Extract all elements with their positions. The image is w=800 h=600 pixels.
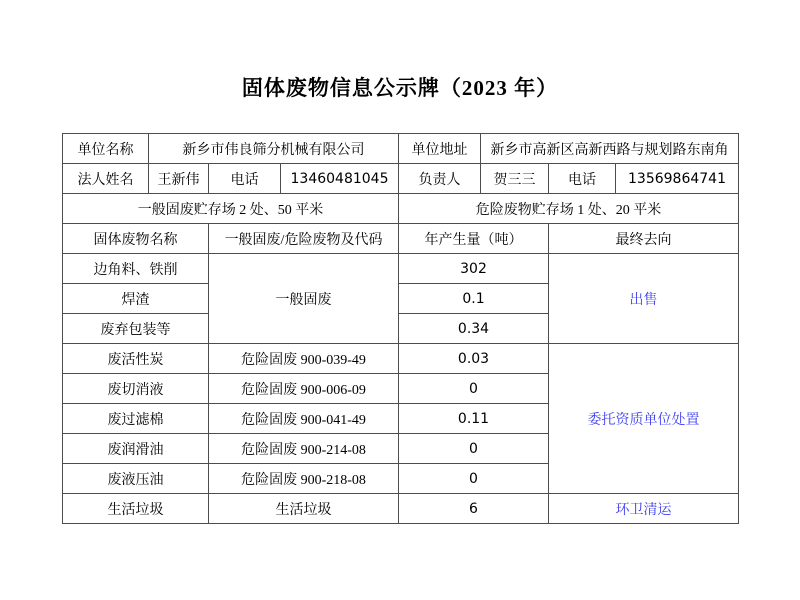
general-storage-cell: 一般固废贮存场 2 处、50 平米 bbox=[63, 194, 399, 224]
table-header-row bbox=[63, 224, 739, 254]
legal-person-value: 王新伟 bbox=[149, 164, 209, 194]
waste-name-cell: 废切消液 bbox=[63, 374, 209, 404]
waste-amount-cell: 0 bbox=[399, 464, 549, 494]
waste-amount-cell: 0.34 bbox=[399, 314, 549, 344]
col-header-category: 一般固废/危险废物及代码 bbox=[209, 224, 399, 254]
waste-name-cell: 生活垃圾 bbox=[63, 494, 209, 524]
table-row bbox=[63, 254, 739, 284]
manager-value: 贺三三 bbox=[481, 164, 549, 194]
legal-person-label: 法人姓名 bbox=[63, 164, 149, 194]
waste-amount-cell: 0 bbox=[399, 374, 549, 404]
waste-notice-table bbox=[62, 133, 739, 524]
phone1-label: 电话 bbox=[209, 164, 281, 194]
hazard-storage-cell: 危险废物贮存场 1 处、20 平米 bbox=[399, 194, 739, 224]
col-header-amount: 年产生量（吨） bbox=[399, 224, 549, 254]
waste-name-cell: 废润滑油 bbox=[63, 434, 209, 464]
waste-category-cell: 一般固废 bbox=[209, 254, 399, 344]
col-header-waste-name: 固体废物名称 bbox=[63, 224, 209, 254]
waste-name-cell: 废过滤棉 bbox=[63, 404, 209, 434]
unit-name-value: 新乡市伟良筛分机械有限公司 bbox=[149, 134, 399, 164]
unit-name-label: 单位名称 bbox=[63, 134, 149, 164]
waste-amount-cell: 0.11 bbox=[399, 404, 549, 434]
waste-destination-cell: 环卫清运 bbox=[549, 494, 739, 524]
waste-name-cell: 废液压油 bbox=[63, 464, 209, 494]
unit-address-label: 单位地址 bbox=[399, 134, 481, 164]
table-row bbox=[63, 494, 739, 524]
col-header-destination: 最终去向 bbox=[549, 224, 739, 254]
waste-category-cell: 危险固废 900-214-08 bbox=[209, 434, 399, 464]
phone2-value: 13569864741 bbox=[616, 164, 739, 194]
waste-name-cell: 废活性炭 bbox=[63, 344, 209, 374]
waste-category-cell: 危险固废 900-006-09 bbox=[209, 374, 399, 404]
waste-category-cell: 危险固废 900-041-49 bbox=[209, 404, 399, 434]
page-title: 固体废物信息公示牌（2023 年） bbox=[241, 76, 559, 100]
unit-address-value: 新乡市高新区高新西路与规划路东南角 bbox=[481, 134, 739, 164]
waste-destination-cell: 出售 bbox=[549, 254, 739, 344]
waste-amount-cell: 0 bbox=[399, 434, 549, 464]
phone1-value: 13460481045 bbox=[281, 164, 399, 194]
waste-amount-cell: 302 bbox=[399, 254, 549, 284]
table-row bbox=[63, 344, 739, 374]
waste-name-cell: 废弃包装等 bbox=[63, 314, 209, 344]
waste-category-cell: 生活垃圾 bbox=[209, 494, 399, 524]
waste-name-cell: 边角料、铁削 bbox=[63, 254, 209, 284]
table-row bbox=[63, 194, 739, 224]
waste-amount-cell: 0.1 bbox=[399, 284, 549, 314]
waste-category-cell: 危险固废 900-218-08 bbox=[209, 464, 399, 494]
waste-name-cell: 焊渣 bbox=[63, 284, 209, 314]
waste-amount-cell: 0.03 bbox=[399, 344, 549, 374]
waste-category-cell: 危险固废 900-039-49 bbox=[209, 344, 399, 374]
waste-destination-cell: 委托资质单位处置 bbox=[549, 344, 739, 494]
table-row bbox=[63, 164, 739, 194]
manager-label: 负责人 bbox=[399, 164, 481, 194]
table-row bbox=[63, 134, 739, 164]
waste-amount-cell: 6 bbox=[399, 494, 549, 524]
phone2-label: 电话 bbox=[549, 164, 616, 194]
